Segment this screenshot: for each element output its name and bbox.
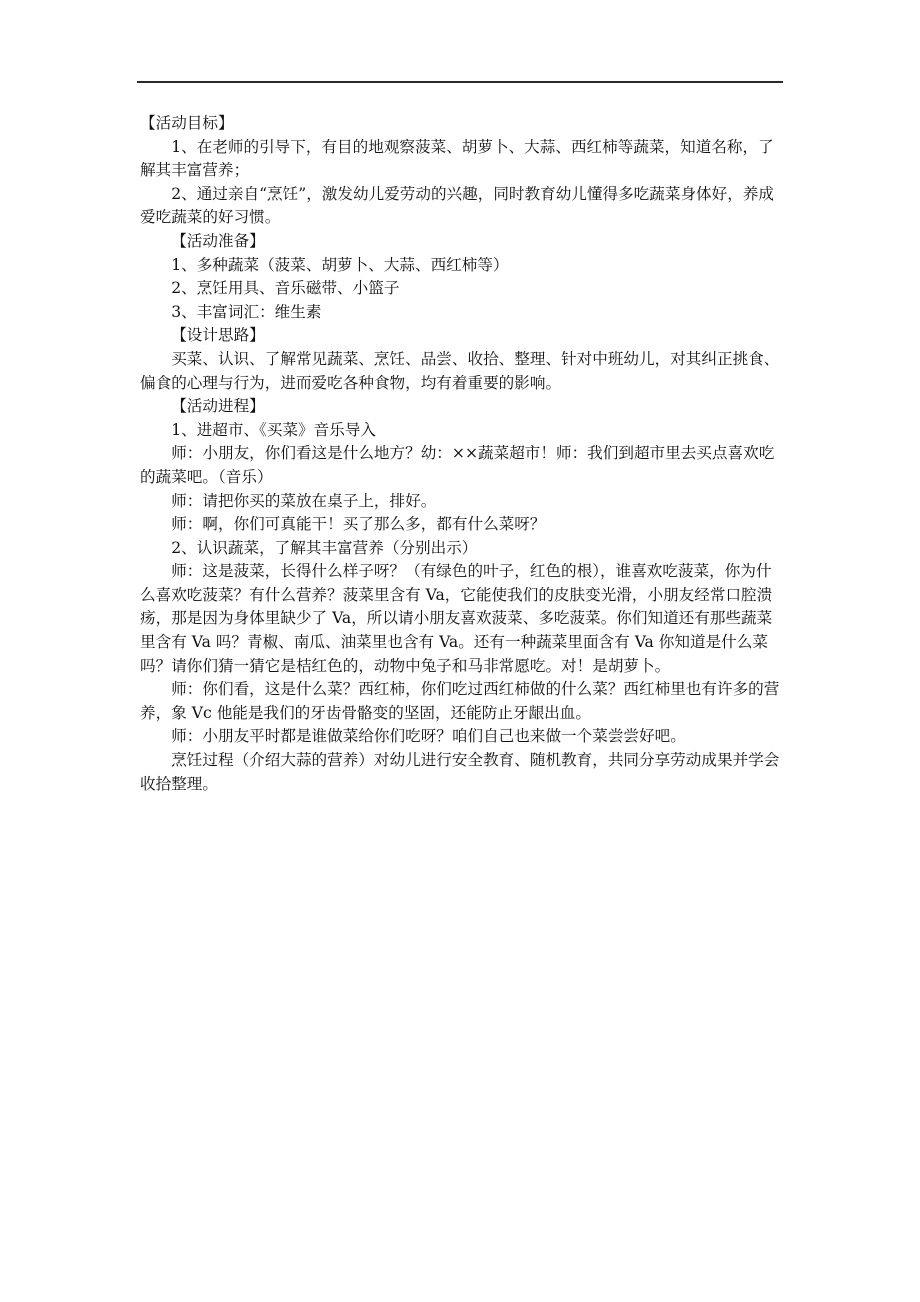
- paragraph: 师：小朋友平时都是谁做菜给你们吃呀？咱们自己也来做一个菜尝尝好吧。: [171, 727, 686, 746]
- paragraph: 师：你们看，这是什么菜？西红柿，你们吃过西红柿做的什么菜？西红柿里也有许多的营养，象 Vc 他能是我们的牙齿骨骼变的坚固，还能防止牙龈出血。: [140, 680, 780, 722]
- section-heading-preparation: 【活动准备】: [171, 231, 265, 250]
- paragraph: 1、进超市、《买菜》音乐导入: [171, 420, 377, 439]
- section-heading-process: 【活动进程】: [171, 397, 265, 416]
- paragraph: 买菜、认识、了解常见蔬菜、烹饪、品尝、收拾、整理、针对中班幼儿，对其纠正挑食、偏食的心理与行为，进而爱吃各种食物，均有着重要的影响。: [140, 349, 780, 392]
- paragraph: 烹饪过程（介绍大蒜的营养）对幼儿进行安全教育、随机教育，共同分享劳动成果并学会收拾整理。: [140, 751, 780, 793]
- paragraph: 2、通过亲自“烹饪”，激发幼儿爱劳动的兴趣，同时教育幼儿懂得多吃蔬菜身体好，养成爱吃蔬菜的好习惯。: [140, 184, 775, 227]
- paragraph: 1、在老师的引导下，有目的地观察菠菜、胡萝卜、大蒜、西红柿等蔬菜，知道名称，了解其丰富营养；: [140, 137, 774, 180]
- paragraph: 师：啊，你们可真能干！买了那么多，都有什么菜呀？: [171, 515, 546, 534]
- paragraph: 2、烹饪用具、音乐磁带、小篮子: [171, 279, 400, 298]
- section-heading-goals: 【活动目标】: [140, 114, 234, 132]
- section-heading-design: 【设计思路】: [171, 326, 265, 345]
- paragraph: 1、多种蔬菜（菠菜、胡萝卜、大蒜、西红柿等）: [171, 255, 509, 274]
- header-rule: [137, 81, 783, 83]
- paragraph: 2、认识蔬菜，了解其丰富营养（分别出示）: [171, 538, 478, 557]
- paragraph: 3、丰富词汇：维生素: [171, 302, 322, 321]
- paragraph: 师：请把你买的菜放在桌子上，排好。: [171, 491, 437, 510]
- paragraph: 师：小朋友，你们看这是什么地方？幼：××蔬菜超市！师：我们到超市里去买点喜欢吃的蔬菜吧。（音乐）: [140, 444, 775, 486]
- document-body: [140, 112, 782, 796]
- paragraph: 师：这是菠菜，长得什么样子呀？（有绿色的叶子，红色的根），谁喜欢吃菠菜，你为什么喜欢吃菠菜？有什么营养？菠菜里含有 Va，它能使我们的皮肤变光滑，小朋友经常口腔溃疡，那是因为身体里缺少了 Va，所以请小朋友喜欢菠菜、多吃菠菜。你们知道还有那些蔬菜里含有 Va 吗？青椒、南瓜、油菜里也含有 Va。还有一种蔬菜里面含有 Va 你知道是什么菜吗？请你们猜一猜它是桔红色的，动物中兔子和马非常愿吃。对！是胡萝卜。: [140, 562, 773, 675]
